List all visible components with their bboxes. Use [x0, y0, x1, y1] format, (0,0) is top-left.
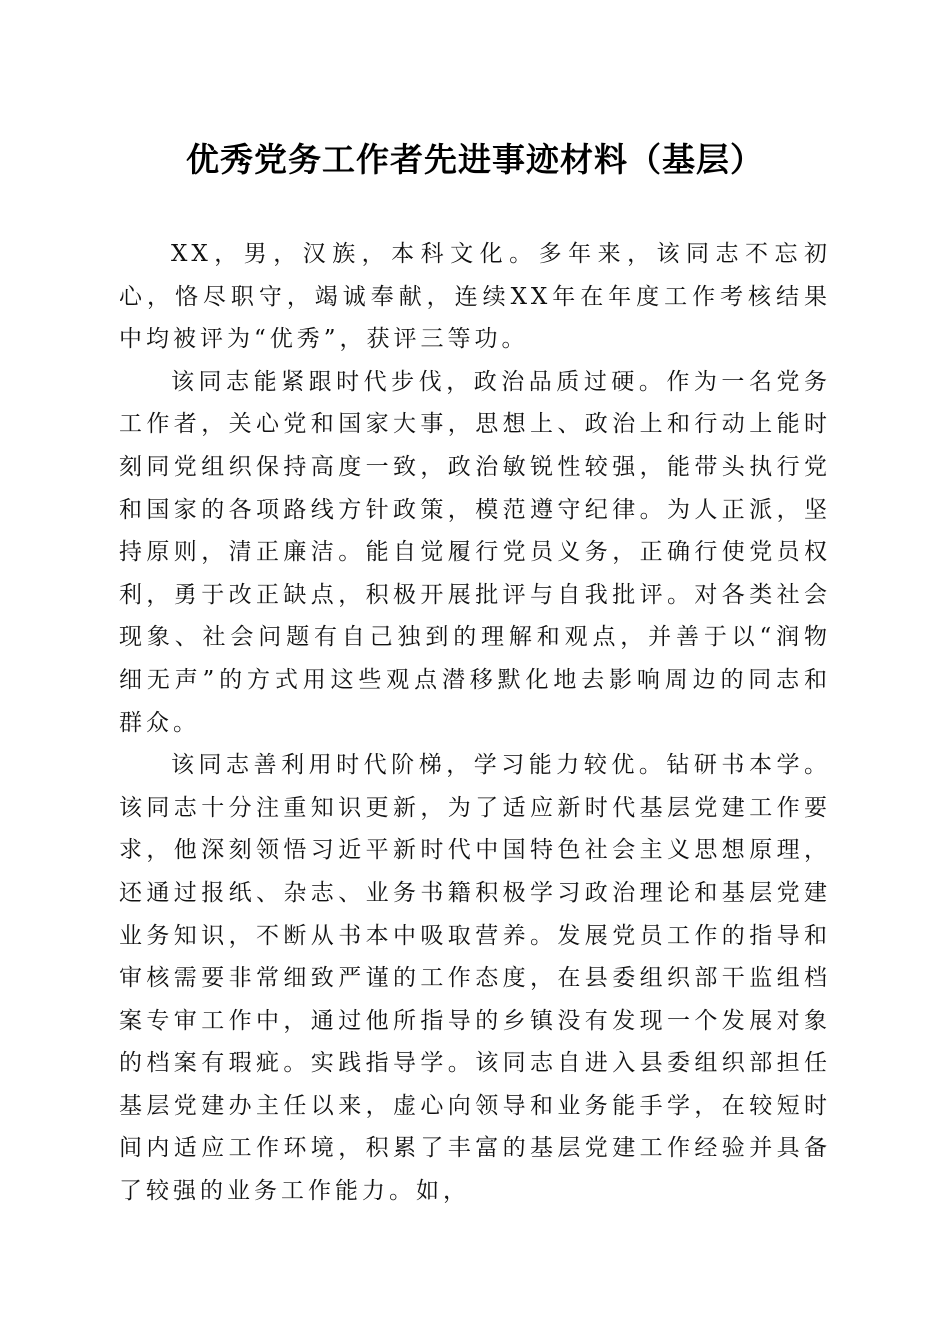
- paragraph-political-quality: 该同志能紧跟时代步伐，政治品质过硬。作为一名党务工作者，关心党和国家大事，思想上、政治上和行动上能时刻同党组织保持高度一致，政治敏锐性较强，能带头执行党和国家的各项路线方针政策，模范遵守纪律。为人正派，坚持原则，清正廉洁。能自觉履行党员义务，正确行使党员权利，勇于改正缺点，积极开展批评与自我批评。对各类社会现象、社会问题有自己独到的理解和观点，并善于以“润物细无声”的方式用这些观点潜移默化地去影响周边的同志和群众。: [119, 368, 831, 736]
- paragraph-learning-ability: 该同志善利用时代阶梯，学习能力较优。钻研书本学。该同志十分注重知识更新，为了适应新时代基层党建工作要求，他深刻领悟习近平新时代中国特色社会主义思想原理，还通过报纸、杂志、业务书籍积极学习政治理论和基层党建业务知识，不断从书本中吸取营养。发展党员工作的指导和审核需要非常细致严谨的工作态度，在县委组织部干监组档案专审工作中，通过他所指导的乡镇没有发现一个发展对象的档案有瑕疵。实践指导学。该同志自进入县委组织部担任基层党建办主任以来，虚心向领导和业务能手学，在较短时间内适应工作环境，积累了丰富的基层党建工作经验并具备了较强的业务工作能力。如，: [119, 752, 831, 1205]
- document-title: 优秀党务工作者先进事迹材料（基层）: [186, 140, 764, 179]
- document-body: [119, 233, 831, 1213]
- paragraph-intro: XX，男，汉族，本科文化。多年来，该同志不忘初心，恪尽职守，竭诚奉献，连续XX年在年度工作考核结果中均被评为“优秀”，获评三等功。: [119, 241, 831, 353]
